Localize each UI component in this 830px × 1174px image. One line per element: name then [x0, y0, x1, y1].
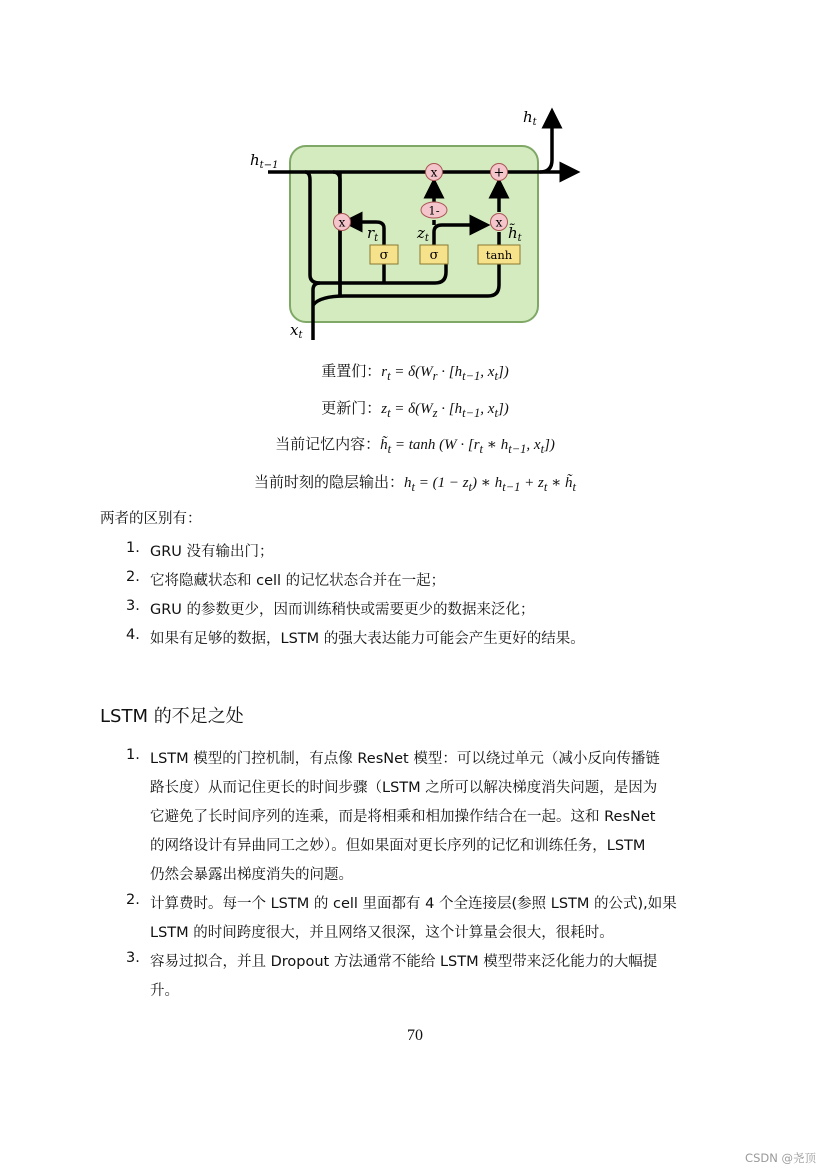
- item-number: 1.: [126, 540, 140, 556]
- svg-text:x: x: [495, 215, 503, 230]
- item-text: 它将隐藏状态和 cell 的记忆状态合并在一起；: [150, 573, 446, 589]
- svg-text:x: x: [430, 165, 438, 180]
- label-h-prev: $h_{t-1}$: [250, 151, 279, 171]
- item-number: 3.: [126, 950, 140, 966]
- mul-op-reset: [334, 214, 351, 231]
- item-text: GRU 没有输出门；: [150, 544, 274, 560]
- item-text-line: 仍然会暴露出梯度消失的问题。: [150, 867, 353, 883]
- item-text: GRU 的参数更少，因而训练稍快或需要更少的数据来泛化；: [150, 602, 535, 618]
- item-number: 2.: [126, 892, 140, 908]
- formula-update-gate: 更新门：$z_t = \delta(W_z \cdot [h_{t-1}$, $x_t$]): [321, 401, 509, 420]
- svg-text:σ: σ: [379, 248, 389, 263]
- one-minus-op: [421, 202, 447, 218]
- item-number: 2.: [126, 569, 140, 585]
- item-text-line: LSTM 的时间跨度很大，并且网络又很深，这个计算量会很大，很耗时。: [150, 925, 614, 941]
- item-text-line: 升。: [150, 983, 179, 999]
- item-text-line: 它避免了长时间序列的连乘，而是将相乘和相加操作结合在一起。这和 ResNet: [150, 809, 656, 825]
- mul-op-top: [426, 164, 443, 181]
- formula-candidate: 当前记忆内容：$h̃_t = \tanh (W \cdot [r_t$ ∗ $h_{t-1}$, $x_t$]): [275, 437, 555, 456]
- mul-op-candidate: [491, 214, 508, 231]
- svg-text:+: +: [493, 165, 505, 181]
- svg-text:σ: σ: [429, 248, 439, 263]
- item-number: 3.: [126, 598, 140, 614]
- item-number: 1.: [126, 747, 140, 763]
- reset-gate-sigma: [370, 245, 398, 264]
- section-title: LSTM 的不足之处: [100, 706, 244, 727]
- label-h-tilde: $h̃_t$: [508, 224, 522, 244]
- tanh-gate: [478, 245, 520, 264]
- item-text-line: LSTM 模型的门控机制，有点像 ResNet 模型：可以绕过单元（减小反向传播链: [150, 751, 660, 767]
- item-text-line: 容易过拟合，并且 Dropout 方法通常不能给 LSTM 模型带来泛化能力的大幅提: [150, 954, 658, 970]
- formula-hidden-output: 当前时刻的隐层输出：$h_t = (1 - z_t)$ ∗ $h_{t-1} + z_t$ ∗ $h̃_t$: [253, 475, 577, 494]
- label-z: $z_t$: [417, 224, 429, 244]
- svg-text:1-: 1-: [428, 203, 440, 218]
- item-text-line: 的网络设计有异曲同工之妙）。但如果面对更长序列的记忆和训练任务，LSTM: [150, 838, 646, 854]
- item-text-line: 计算费时。每一个 LSTM 的 cell 里面都有 4 个全连接层(参照 LSTM 的公式),如果: [150, 896, 677, 912]
- page-number: 70: [407, 1027, 423, 1044]
- formula-reset-gate: 重置们：$r_t = \delta(W_r \cdot [h_{t-1}$, $x_t$]): [321, 364, 509, 383]
- item-text: 如果有足够的数据，LSTM 的强大表达能力可能会产生更好的结果。: [150, 631, 585, 647]
- watermark: CSDN @尧顶: [745, 1151, 816, 1165]
- svg-text:tanh: tanh: [485, 248, 513, 262]
- add-op: [491, 164, 508, 181]
- item-text-line: 路长度）从而记住更长的时间步骤（LSTM 之所可以解决梯度消失问题，是因为: [150, 780, 658, 796]
- item-number: 4.: [126, 627, 140, 643]
- diff-intro: 两者的区别有：: [100, 511, 202, 527]
- update-gate-sigma: [420, 245, 448, 264]
- label-h-out: $h_t$: [523, 108, 537, 128]
- svg-text:x: x: [338, 215, 346, 230]
- label-r: $r_t$: [367, 224, 379, 244]
- gru-cell-diagram: [0, 0, 830, 345]
- label-x-in: $x_t$: [290, 321, 303, 341]
